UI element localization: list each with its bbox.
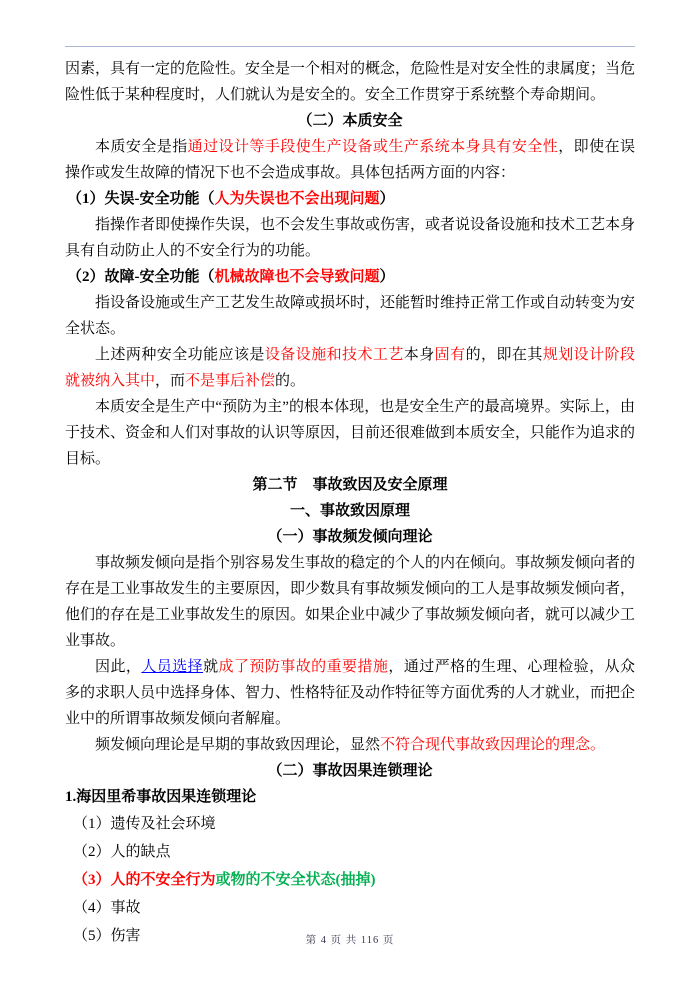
text-run: 人为失误也不会出现问题 — [214, 191, 380, 207]
heading — [65, 186, 635, 212]
paragraph — [65, 732, 635, 758]
text-run: 设备设施和技术工艺 — [264, 347, 404, 363]
text-run: 指操作者即使操作失误，也不会发生事故或伤害，或者说设备设施和技术工艺本身具有自动防止人的不安全行为的功能。 — [65, 217, 636, 259]
text-run: 成了预防事故的重要措施 — [218, 659, 389, 675]
text-run: 通过设计等手段使 — [187, 139, 312, 155]
text-run: 本质安全是指 — [95, 139, 188, 155]
paragraph — [65, 394, 635, 472]
paragraph — [65, 290, 635, 342]
text-run: 不是事后补偿 — [185, 373, 276, 389]
paragraph — [65, 134, 635, 186]
text-run: （3）人的不安全行为 — [73, 872, 216, 888]
text-run: ，而 — [155, 373, 186, 389]
heading — [65, 472, 635, 498]
heading — [65, 758, 635, 784]
text-run: 1.海因里希事故因果连锁理论 — [65, 789, 257, 805]
text-run: ，即使在误操作或发生故障的情况下也不会造成事故。具体包括两方面的内容： — [65, 139, 635, 181]
paragraph — [65, 550, 635, 654]
text-run: 本身 — [403, 347, 435, 363]
paragraph — [65, 56, 635, 108]
highlighted-term: 人员选择 — [141, 659, 204, 675]
text-run: （ — [199, 269, 215, 285]
paragraph — [65, 342, 635, 394]
document-body — [65, 56, 635, 950]
paragraph — [65, 212, 635, 264]
text-run: 事故频发倾向是指个别容易发生事故的稳定的个人的内在倾向。事故频发倾向者的存在是工业事故发生的主要原因，即少数具有事故频发倾向的工人是事故频发倾向者，他们的存在是工业事故发生的原因。如果企业中减少了事故频发倾向者，就可以减少工业事故。 — [65, 555, 636, 649]
page-footer — [0, 932, 700, 947]
heading — [65, 784, 635, 810]
text-run: （2）故障-安全功能 — [67, 269, 200, 285]
text-run: （ — [199, 191, 215, 207]
text-run: 规划设计阶段就被纳入其中 — [65, 347, 635, 389]
text-run: （2）人的缺点 — [73, 844, 171, 860]
text-run: 本身具有安全性 — [450, 139, 559, 155]
text-run: 机械故障也不会导致问题 — [214, 269, 380, 285]
text-run: （二）本质安全 — [297, 113, 403, 129]
text-run: 第二节 事故致因及安全原理 — [252, 477, 448, 493]
text-run: 的，即在其 — [465, 347, 543, 363]
text-run: ） — [379, 191, 395, 207]
text-run: 因此， — [95, 659, 142, 675]
text-run: （一）事故频发倾向理论 — [267, 529, 433, 545]
text-run: 指设备设施或生产工艺发生故障或损坏时，还能暂时维持正常工作或自动转变为安全状态。 — [65, 295, 636, 337]
text-run: ，通过严格的生理、心理检验，从众多的求职人员中选择身体、智力、性格特征及动作特征等方面优秀的人才就业，而把企业中的所谓事故频发倾向者解雇。 — [65, 659, 636, 727]
text-run: （二）事故因果连锁理论 — [267, 763, 433, 779]
heading — [65, 524, 635, 550]
text-run: 或物的不安全状态(抽掉) — [215, 872, 376, 888]
text-run: （1）遗传及社会环境 — [73, 816, 216, 832]
list-item — [65, 810, 635, 838]
list-item — [65, 894, 635, 922]
text-run: 固有 — [434, 347, 466, 363]
heading — [65, 264, 635, 290]
list-item — [65, 838, 635, 866]
text-run: 不符合现代事故致因理论的理念。 — [380, 737, 606, 753]
text-run: 一、事故致因原理 — [289, 503, 410, 519]
text-run: 生产设备或生产系统 — [311, 139, 451, 155]
text-run: 因素，具有一定的危险性。安全是一个相对的概念，危险性是对安全性的隶属度；当危险性低于某种程度时，人们就认为是安全的。安全工作贯穿于系统整个寿命期间。 — [65, 61, 636, 103]
paragraph — [65, 654, 635, 732]
text-run: 上述两种安全功能应该是 — [95, 347, 265, 363]
page-number: 第 4 页 共 116 页 — [305, 935, 395, 946]
text-run: 就 — [203, 659, 219, 675]
text-run: 频发倾向理论是早期的事故致因理论，显然 — [95, 737, 381, 753]
text-run: （5）伤害 — [73, 928, 141, 944]
list-item — [65, 866, 635, 894]
heading — [65, 498, 635, 524]
text-run: 的。 — [275, 373, 306, 389]
text-run: （4）事故 — [73, 900, 141, 916]
text-run: 本质安全是生产中“预防为主”的根本体现，也是安全生产的最高境界。实际上，由于技术、资金和人们对事故的认识等原因，目前还很难做到本质安全，只能作为追求的目标。 — [65, 399, 636, 467]
header-rule — [65, 46, 635, 47]
text-run: ） — [379, 269, 395, 285]
text-run: （1）失误-安全功能 — [67, 191, 200, 207]
heading — [65, 108, 635, 134]
